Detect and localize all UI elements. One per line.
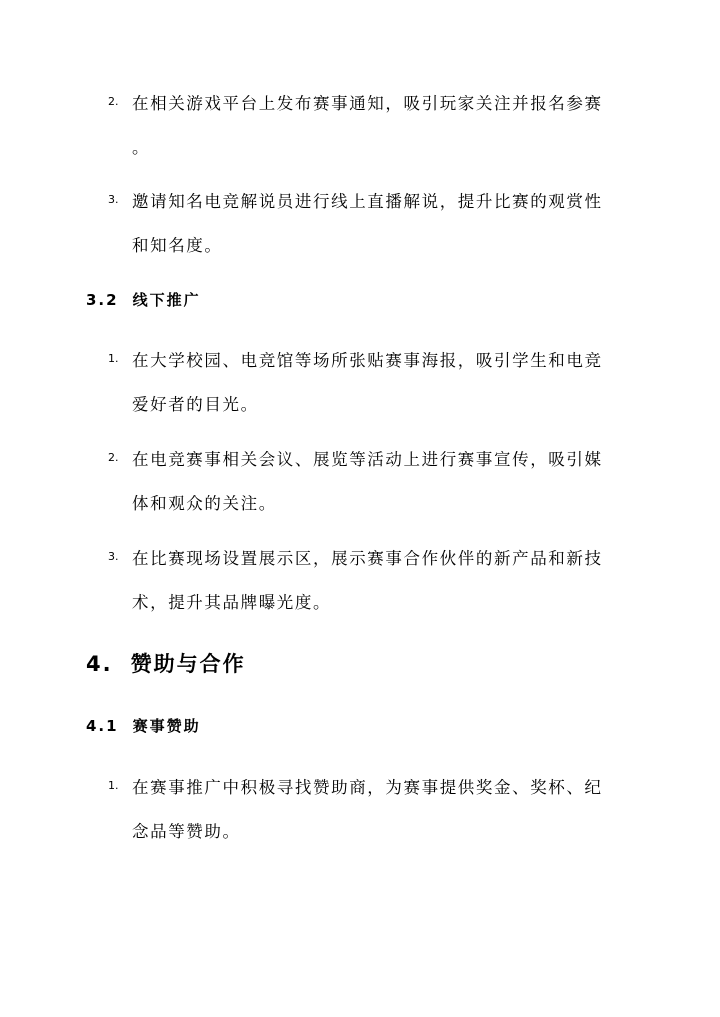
list-item-text-line: 爱好者的目光。 bbox=[132, 395, 259, 414]
list-item-text-line: 。 bbox=[132, 138, 151, 157]
list-item-number: 1. bbox=[108, 352, 119, 365]
list-item-text-line: 在电竞赛事相关会议、展览等活动上进行赛事宣传，吸引媒 bbox=[132, 450, 603, 469]
list-item-text-line: 在赛事推广中积极寻找赞助商，为赛事提供奖金、奖杯、纪 bbox=[132, 778, 603, 797]
list-item-number: 3. bbox=[108, 550, 119, 563]
list-item-number: 2. bbox=[108, 95, 119, 108]
list-item-text-line: 和知名度。 bbox=[132, 236, 223, 255]
section-number: 4. bbox=[86, 652, 113, 676]
list-item-number: 3. bbox=[108, 193, 119, 206]
list-item-text-line: 念品等赞助。 bbox=[132, 822, 241, 841]
section-title: 赛事赞助 bbox=[132, 717, 201, 735]
section-number: 3.2 bbox=[86, 291, 119, 309]
list-item-text-line: 术，提升其品牌曝光度。 bbox=[132, 593, 332, 612]
section-title: 赞助与合作 bbox=[130, 652, 246, 676]
list-item-number: 2. bbox=[108, 451, 119, 464]
section-heading-4-1 bbox=[86, 715, 201, 736]
list-item-text-line: 在大学校园、电竞馆等场所张贴赛事海报，吸引学生和电竞 bbox=[132, 351, 603, 370]
list-item-text-line: 在相关游戏平台上发布赛事通知，吸引玩家关注并报名参赛 bbox=[132, 94, 603, 113]
list-item-text-line: 体和观众的关注。 bbox=[132, 494, 277, 513]
list-item-text-line: 邀请知名电竞解说员进行线上直播解说，提升比赛的观赏性 bbox=[132, 192, 603, 211]
section-number: 4.1 bbox=[86, 717, 119, 735]
section-heading-4 bbox=[86, 648, 246, 678]
section-heading-3-2 bbox=[86, 289, 201, 310]
list-item-text-line: 在比赛现场设置展示区，展示赛事合作伙伴的新产品和新技 bbox=[132, 549, 603, 568]
list-item-number: 1. bbox=[108, 779, 119, 792]
section-title: 线下推广 bbox=[132, 291, 201, 309]
